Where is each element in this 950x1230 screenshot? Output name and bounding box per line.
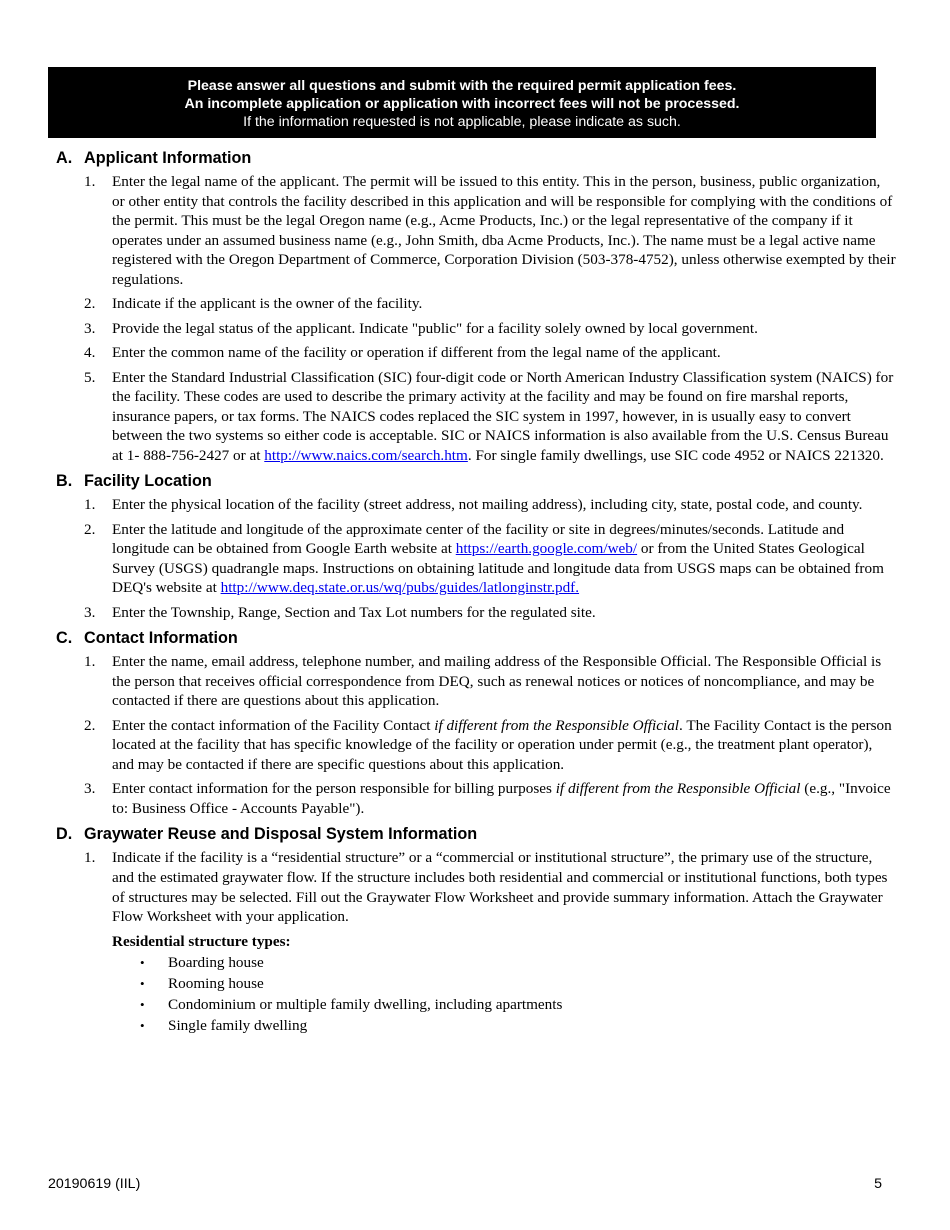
section-letter: A. (56, 149, 73, 167)
item-text-part: Enter the contact information of the Facility Contact (112, 716, 435, 734)
item-text (112, 520, 896, 598)
banner-line-3: If the information requested is not applicable, please indicate as such. (243, 114, 681, 130)
naics-search-link[interactable]: http://www.naics.com/search.htm (264, 446, 468, 464)
item-text-part: Enter the Standard Industrial Classification (SIC) four-digit code or North American Industry Classification system (NAICS) for the facility. These codes are used to describe the primary activity at the facility and may be found on fire marshal reports, insurance papers, or tax forms. The NAICS codes replaced the SIC system in 1997, however, in is usually easy to convert between the two systems so either code is acceptable. SIC or NAICS information is also available from the U.S. Census Bureau at 1- 888-756-2427 or at (112, 368, 894, 464)
section-title: Graywater Reuse and Disposal System Information (84, 825, 478, 844)
item-text: Indicate if the facility is a “residential structure” or a “commercial or institutional structure”, the primary use of the structure, and the estimated graywater flow. If the structure includes both residential and commercial or institutional functions, both types of structures may be selected. Fill out the Graywater Flow Worksheet and provide summary information. Attach the Graywater Flow Worksheet with your application. (112, 849, 888, 926)
footer-document-code: 20190619 (IIL) (48, 1176, 141, 1192)
item-number: 2. (84, 716, 96, 734)
item-text: Enter the physical location of the facility (street address, not mailing address), including city, state, postal code, and county. (112, 496, 863, 514)
bullet-icon: • (140, 1017, 145, 1033)
item-text (112, 368, 896, 466)
residential-types-subheading: Residential structure types: (112, 932, 291, 950)
item-number: 3. (84, 780, 96, 798)
bullet-icon: • (140, 954, 145, 970)
section-a-list (56, 172, 896, 466)
footer-page-number: 5 (874, 1176, 882, 1192)
item-text-part: (e.g., "Invoice to: Business Office - Accounts Payable"). (112, 780, 891, 817)
item-text (112, 779, 896, 818)
list-item (84, 368, 896, 466)
section-a-heading (56, 147, 896, 169)
item-number: 1. (84, 653, 96, 671)
section-d-heading (56, 823, 896, 845)
section-title: Contact Information (84, 629, 238, 648)
list-item (84, 603, 896, 623)
banner-line-2: An incomplete application or application with incorrect fees will not be processed. (184, 96, 740, 112)
list-item (140, 1015, 896, 1036)
section-title: Applicant Information (84, 149, 252, 167)
section-letter: B. (56, 472, 73, 491)
document-body (56, 147, 896, 1036)
bullet-text: Rooming house (168, 974, 264, 992)
list-item (140, 994, 896, 1015)
google-earth-link[interactable]: https://earth.google.com/web/ (455, 540, 638, 558)
list-item (84, 294, 896, 314)
section-letter: C. (56, 629, 73, 648)
item-number: 3. (84, 603, 96, 621)
item-text (112, 716, 896, 775)
item-number: 1. (84, 496, 96, 514)
item-number: 2. (84, 295, 96, 313)
item-text: Enter the Township, Range, Section and Tax Lot numbers for the regulated site. (112, 603, 596, 621)
item-text: Enter the name, email address, telephone number, and mailing address of the Responsible Official. The Responsible Official is the person that receives official correspondence from DEQ, such as renewal notices or notices of noncompliance, and may be contacted if there are questions about this application. (112, 653, 882, 710)
list-item (84, 848, 896, 926)
deq-latlong-guide-link[interactable]: http://www.deq.state.or.us/wq/pubs/guides/latlonginstr.pdf. (220, 579, 580, 597)
list-item (84, 779, 896, 818)
item-text-part: or from the United States Geological Survey (USGS) quadrangle maps. Instructions on obtaining latitude and longitude data from USGS maps can be obtained from DEQ's website at (112, 540, 884, 597)
item-number: 1. (84, 173, 96, 190)
banner-line-1: Please answer all questions and submit with the required permit application fees. (187, 78, 737, 94)
bullet-icon: • (140, 996, 145, 1012)
item-text-italic: if different from the Responsible Official (555, 780, 801, 798)
list-item (84, 319, 896, 339)
item-text-italic: if different from the Responsible Official (434, 716, 680, 734)
list-item (140, 973, 896, 994)
list-item (84, 172, 896, 290)
item-number: 5. (84, 368, 96, 386)
section-c-list (56, 652, 896, 818)
section-title: Facility Location (84, 472, 212, 491)
item-text-part: . The Facility Contact is the person located at the facility that has specific knowledge of the facility or operation under permit (e.g., the treatment plant operator), and may be contacted if there are specific questions about this application. (112, 716, 892, 774)
item-text: Provide the legal status of the applicant. Indicate "public" for a facility solely owned by local government. (112, 319, 758, 337)
list-item (84, 495, 896, 515)
bullet-text: Single family dwelling (168, 1016, 308, 1034)
item-number: 2. (84, 520, 96, 538)
item-text-part: Enter the latitude and longitude of the approximate center of the facility or site in degrees/minutes/seconds. Latitude and longitude can be obtained from Google Earth website at (112, 520, 845, 558)
instructions-banner (48, 67, 876, 138)
bullet-text: Condominium or multiple family dwelling, including apartments (168, 995, 563, 1013)
bullet-text: Boarding house (168, 953, 264, 971)
list-item (84, 520, 896, 598)
section-c-heading (56, 627, 896, 649)
item-text-part: . For single family dwellings, use SIC code 4952 or NAICS 221320. (467, 446, 884, 464)
item-text-part: Enter contact information for the person responsible for billing purposes (112, 780, 556, 798)
list-item (84, 716, 896, 775)
section-letter: D. (56, 825, 73, 844)
item-number: 1. (84, 849, 96, 867)
item-text: Enter the common name of the facility or operation if different from the legal name of the applicant. (112, 344, 721, 362)
residential-types-list (56, 952, 896, 1036)
section-b-list (56, 495, 896, 622)
section-d-list (56, 848, 896, 926)
list-item (84, 343, 896, 363)
item-text: Indicate if the applicant is the owner of the facility. (112, 295, 423, 313)
bullet-icon: • (140, 975, 145, 991)
section-b-heading (56, 470, 896, 492)
item-number: 4. (84, 344, 96, 362)
item-number: 3. (84, 319, 96, 337)
list-item (84, 652, 896, 711)
list-item (140, 952, 896, 973)
item-text: Enter the legal name of the applicant. The permit will be issued to this entity. This in the person, business, public organization, or other entity that controls the facility described in this application and will be responsible for complying with the conditions of the permit. This must be the legal Oregon name (e.g., Acme Products, Inc.) or the legal representative of the company if it operates under an assumed business name (e.g., John Smith, dba Acme Products, Inc.). The name must be a legal active name registered with the Oregon Department of Commerce, Corporation Division (503-378-4752), unless otherwise exempted by their regulations. (112, 173, 896, 288)
